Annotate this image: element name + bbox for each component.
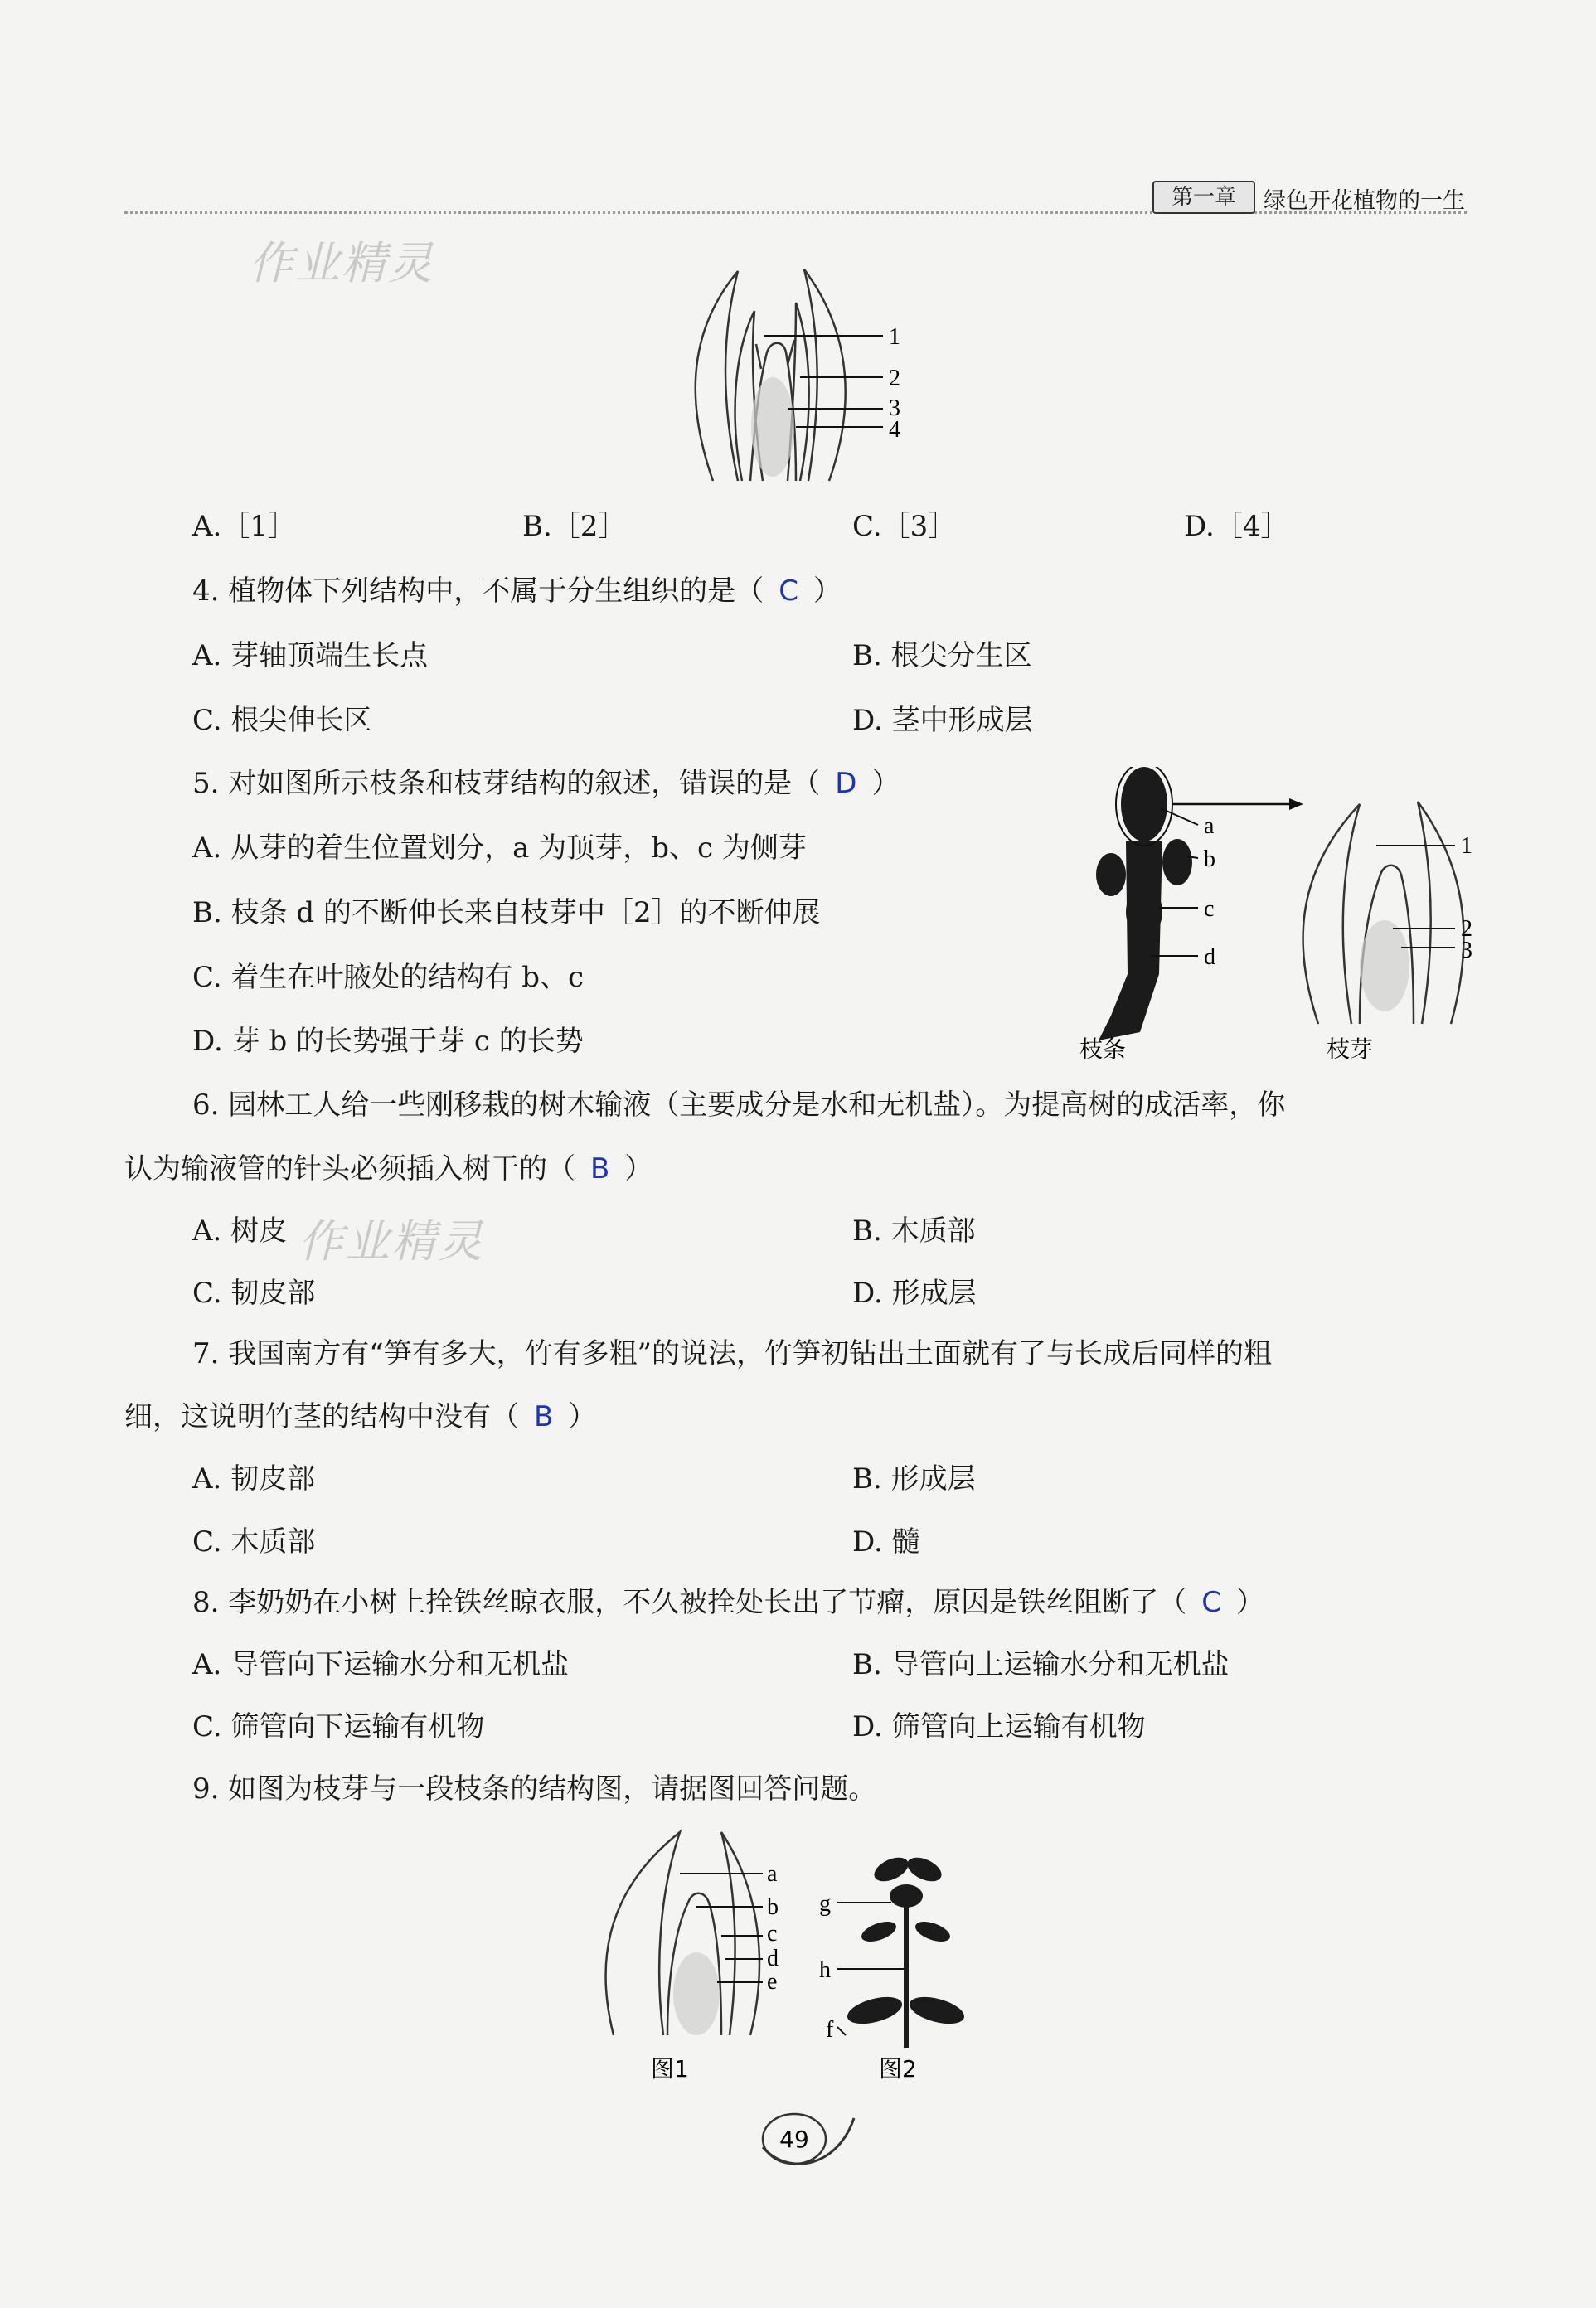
bud-diagram-top: [663, 261, 929, 485]
q3-option-c: C.［3］: [852, 510, 957, 543]
bud-label-3: 3: [1461, 938, 1472, 963]
caption-fig2: 图2: [879, 2055, 917, 2083]
fig1-label-c: c: [767, 1921, 778, 1947]
q3-option-a: A.［1］: [192, 510, 296, 543]
chapter-tag: 第一章: [1152, 181, 1255, 214]
q8-stem: 8. 李奶奶在小树上拴铁丝晾衣服，不久被拴处长出了节瘤，原因是铁丝阻断了（ C ）: [192, 1586, 1264, 1619]
q4-option-a: A. 芽轴顶端生长点: [192, 639, 429, 672]
q8-option-c: C. 筛管向下运输有机物: [192, 1710, 485, 1743]
fig-top-label-2: 2: [889, 366, 900, 391]
q4-option-c: C. 根尖伸长区: [192, 704, 372, 737]
q6-option-b: B. 木质部: [852, 1215, 976, 1248]
page-number-ornament: [746, 2106, 862, 2172]
q6-option-a: A. 树皮: [192, 1215, 288, 1248]
page-number: 49: [779, 2126, 809, 2153]
q4-stem: 4. 植物体下列结构中，不属于分生组织的是（ C ）: [192, 575, 842, 608]
caption-fig1: 图1: [651, 2055, 689, 2083]
q3-option-d: D.［4］: [1184, 510, 1289, 543]
q6-line2: 认为输液管的针头必须插入树干的（ B ）: [124, 1152, 653, 1186]
q5-stem: 5. 对如图所示枝条和枝芽结构的叙述，错误的是（ D ）: [192, 767, 900, 800]
q7-option-b: B. 形成层: [852, 1462, 976, 1496]
fig1-label-e: e: [767, 1969, 778, 1995]
q7-option-c: C. 木质部: [192, 1525, 316, 1559]
fig-top-label-1: 1: [889, 324, 900, 350]
watermark: 作业精灵: [249, 237, 434, 289]
caption-branch: 枝条: [1079, 1035, 1127, 1063]
q5-option-b: B. 枝条 d 的不断伸长来自枝芽中［2］的不断伸展: [192, 896, 821, 929]
fig-top-label-3: 3: [889, 395, 900, 421]
q7-option-a: A. 韧皮部: [192, 1462, 316, 1496]
watermark: 作业精灵: [298, 1215, 484, 1268]
q8-option-a: A. 导管向下运输水分和无机盐: [192, 1648, 570, 1681]
q5-option-c: C. 着生在叶腋处的结构有 b、c: [192, 961, 585, 994]
bud-label-2: 2: [1461, 916, 1472, 942]
q9-stem: 9. 如图为枝芽与一段枝条的结构图，请据图回答问题。: [192, 1772, 877, 1806]
q5-option-a: A. 从芽的着生位置划分，a 为顶芽，b、c 为侧芽: [192, 832, 807, 865]
q3-option-b: B.［2］: [522, 510, 627, 543]
fig-top-label-4: 4: [889, 417, 900, 443]
branch-label-d: d: [1204, 944, 1215, 970]
fig1-label-b: b: [767, 1894, 779, 1920]
branch-label-b: b: [1204, 846, 1215, 872]
bud-label-1: 1: [1461, 833, 1472, 859]
q5-answer: D: [835, 767, 857, 800]
fig2-label-g: g: [819, 1891, 831, 1917]
fig2-label-h: h: [819, 1957, 831, 1983]
branch-label-c: c: [1204, 896, 1215, 922]
q6-option-c: C. 韧皮部: [192, 1277, 316, 1310]
q6-option-d: D. 形成层: [852, 1277, 977, 1310]
q4-option-b: B. 根尖分生区: [852, 639, 1032, 672]
q4-option-d: D. 茎中形成层: [852, 704, 1033, 737]
caption-bud: 枝芽: [1327, 1035, 1374, 1063]
q8-option-b: B. 导管向上运输水分和无机盐: [852, 1648, 1230, 1681]
q7-answer: B: [534, 1400, 554, 1433]
q6-answer: B: [590, 1152, 610, 1186]
q8-answer: C: [1201, 1586, 1221, 1619]
fig2-label-f: f: [826, 2017, 834, 2043]
fig1-label-a: a: [767, 1861, 778, 1887]
q7-option-d: D. 髓: [852, 1525, 920, 1559]
q4-answer: C: [779, 575, 798, 608]
q5-figure: [1061, 767, 1492, 1065]
fig1-label-d: d: [767, 1946, 779, 1971]
q5-option-d: D. 芽 b 的长势强于芽 c 的长势: [192, 1025, 584, 1058]
branch-label-a: a: [1204, 813, 1215, 839]
q7-line1: 7. 我国南方有“笋有多大，竹有多粗”的说法，竹笋初钻出土面就有了与长成后同样的粗: [192, 1337, 1273, 1370]
q8-option-d: D. 筛管向上运输有机物: [852, 1710, 1146, 1743]
q6-line1: 6. 园林工人给一些刚移栽的树木输液（主要成分是水和无机盐）。为提高树的成活率，你: [192, 1089, 1286, 1122]
q7-line2: 细，这说明竹茎的结构中没有（ B ）: [124, 1400, 597, 1433]
chapter-title: 绿色开花植物的一生: [1264, 188, 1465, 214]
q9-figures: [597, 1828, 995, 2085]
